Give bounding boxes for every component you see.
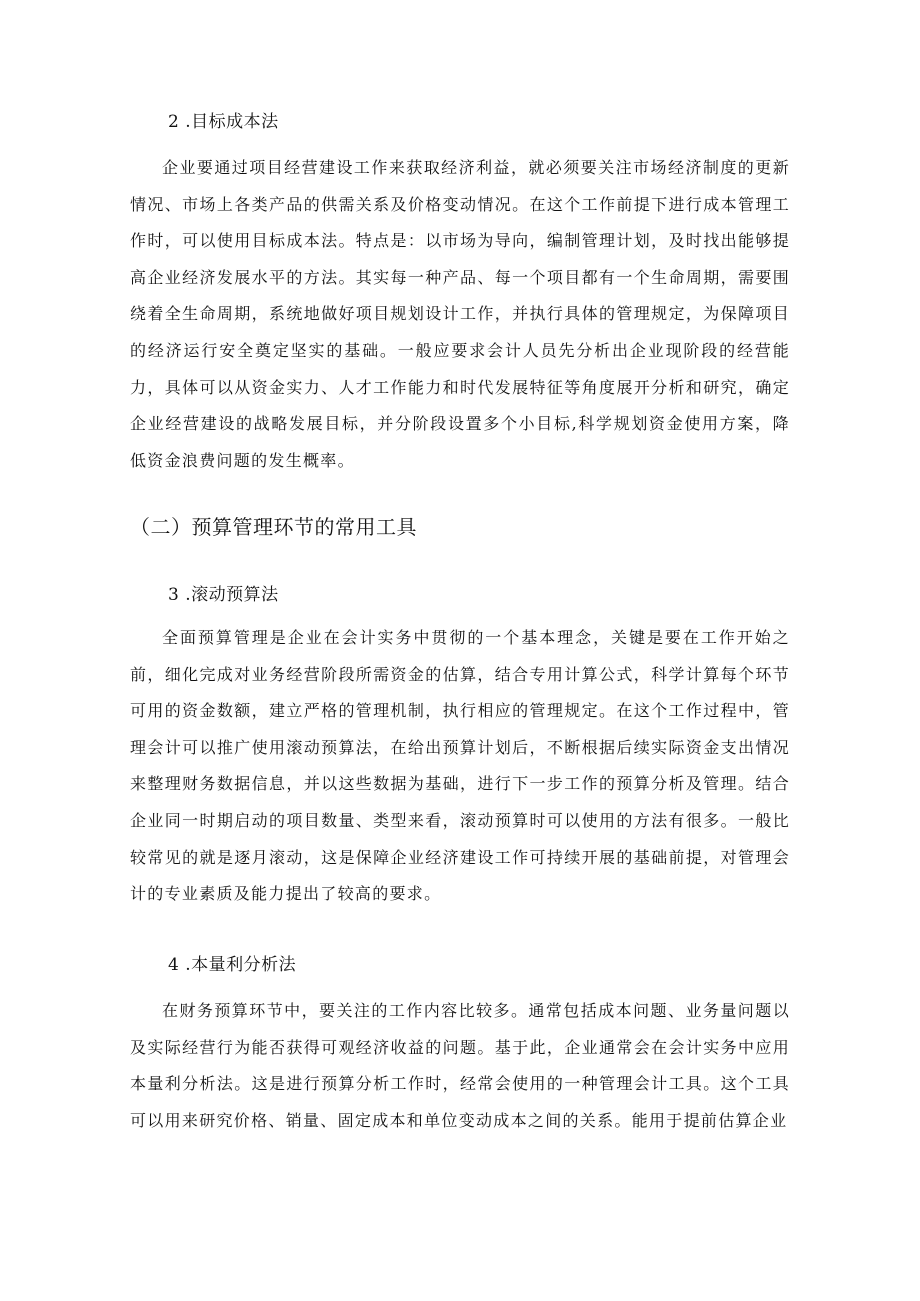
section-heading-budget-tools: （二）预算管理环节的常用工具 <box>130 515 417 539</box>
paragraph-rolling-budget: 全面预算管理是企业在会计实务中贯彻的一个基本理念，关键是要在工作开始之前，细化完成对业务经营阶段所需资金的估算，结合专用计算公式，科学计算每个环节可用的资金数额，建立严格的管理机制，执行相应的管理规定。在这个工作过程中，管理会计可以推广使用滚动预算法，在给出预算计划后，不断根据后续实际资金支出情况来整理财务数据信息，并以这些数据为基础，进行下一步工作的预算分析及管理。结合企业同一时期启动的项目数量、类型来看，滚动预算时可以使用的方法有很多。一般比较常见的就是逐月滚动，这是保障企业经济建设工作可持续开展的基础前提，对管理会计的专业素质及能力提出了较高的要求。 <box>130 628 790 904</box>
heading-rolling-budget: 3 .滚动预算法 <box>168 585 279 605</box>
paragraph-cvp-analysis: 在财务预算环节中，要关注的工作内容比较多。通常包括成本问题、业务量问题以及实际经营行为能否获得可观经济收益的问题。基于此，企业通常会在会计实务中应用本量利分析法。这是进行预算分析工作时，经常会使用的一种管理会计工具。这个工具可以用来研究价格、销量、固定成本和单位变动成本之间的关系。能用于提前估算企业 <box>130 1001 790 1130</box>
heading-target-cost-method: 2 .目标成本法 <box>168 112 279 132</box>
heading-cvp-analysis: 4 .本量利分析法 <box>168 955 297 975</box>
paragraph-target-cost: 企业要通过项目经营建设工作来获取经济利益，就必须要关注市场经济制度的更新情况、市场上各类产品的供需关系及价格变动情况。在这个工作前提下进行成本管理工作时，可以使用目标成本法。特点是：以市场为导向，编制管理计划，及时找出能够提高企业经济发展水平的方法。其实每一种产品、每一个项目都有一个生命周期，需要围绕着全生命周期，系统地做好项目规划设计工作，并执行具体的管理规定，为保障项目的经济运行安全奠定坚实的基础。一般应要求会计人员先分析出企业现阶段的经营能力，具体可以从资金实力、人才工作能力和时代发展特征等角度展开分析和研究，确定企业经营建设的战略发展目标，并分阶段设置多个小目标,科学规划资金使用方案，降低资金浪费问题的发生概率。 <box>130 158 790 470</box>
